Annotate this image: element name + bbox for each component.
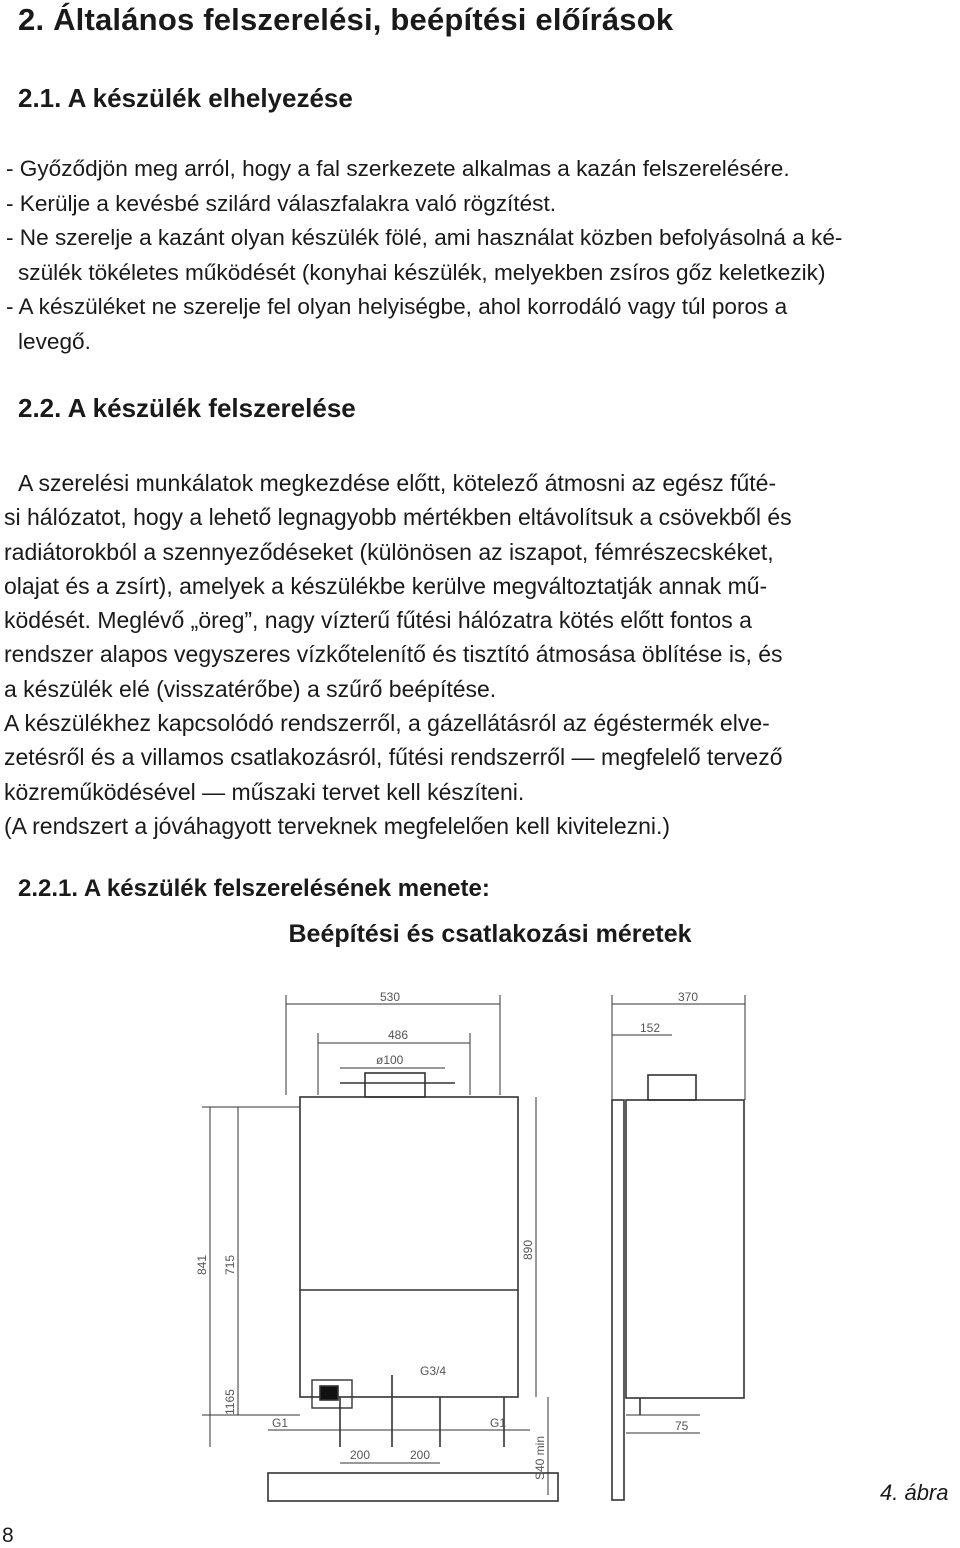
paragraph-line: A készülékhez kapcsolódó rendszerről, a gázellátásról az égéstermék elve- — [4, 710, 770, 737]
rule-line: - Kerülje a kevésbé szilárd válaszfalakra való rögzítést. — [6, 190, 557, 216]
section-title: 2. Általános felszerelési, beépítési előírások — [18, 2, 674, 37]
rule-line: - Ne szerelje a kazánt olyan készülék fölé, ami használat közben befolyásolná a ké- — [6, 225, 843, 250]
dim-span-a: 200 — [350, 1448, 371, 1462]
dimension-labels — [195, 990, 698, 1480]
paragraph-line: (A rendszert a jóváhagyott terveknek megfelelően kell kivitelezni.) — [4, 812, 671, 839]
flue-outlet — [365, 1073, 425, 1097]
dim-inner-width: 486 — [388, 1028, 409, 1042]
floor-base — [268, 1473, 558, 1501]
figure-caption: 4. ábra — [880, 1480, 949, 1505]
subsection-title-placement: 2.1. A készülék elhelyezése — [18, 83, 353, 113]
dim-side-flue: 152 — [640, 1021, 661, 1035]
dim-conn-right: G1 — [490, 1416, 507, 1430]
dim-side-depth: 370 — [678, 990, 699, 1004]
side-view — [548, 995, 745, 1500]
dim-conn-left: G1 — [272, 1416, 289, 1430]
subsection-title-steps: 2.2.1. A készülék felszerelésének menete: — [18, 875, 490, 902]
rule-line: szülék tökéletes működését (konyhai készülék, melyekben zsíros gőz keletkezik) — [18, 259, 826, 285]
dim-side-bottom: 75 — [675, 1419, 689, 1433]
dim-span-b: 200 — [410, 1448, 431, 1462]
dim-height-a: 841 — [195, 1254, 209, 1275]
dim-flue-diameter: ø100 — [376, 1053, 404, 1067]
dim-front-width: 530 — [380, 990, 401, 1004]
placement-rules — [6, 152, 958, 359]
paragraph-line: si hálózatot, hogy a lehető legnagyobb mértékben eltávolítsuk a csövekből és — [4, 504, 792, 531]
boiler-front-body — [300, 1097, 518, 1397]
paragraph-line: ködését. Meglévő „öreg”, nagy vízterű fűtési hálózatra kötés előtt fontos a — [4, 607, 752, 634]
dim-gas: G3/4 — [420, 1364, 447, 1378]
paragraph-line: közreműködésével — műszaki tervet kell készíteni. — [4, 778, 525, 805]
diagram-title: Beépítési és csatlakozási méretek — [288, 920, 692, 948]
rule-line: - A készüléket ne szerelje fel olyan helyiségbe, ahol korrodáló vagy túl poros a — [6, 294, 788, 319]
rule-line: levegő. — [18, 328, 91, 354]
paragraph-line: rendszer alapos vegyszeres vízkőtelenítő és tisztító átmosása öblítése is, és — [4, 641, 783, 668]
dim-height-b: 715 — [223, 1254, 237, 1275]
display-window — [320, 1386, 338, 1400]
paragraph-line: A szerelési munkálatok megkezdése előtt, kötelező átmosni az egész fűté- — [18, 470, 777, 496]
wall — [612, 1100, 624, 1500]
paragraph-line: a készülék elé (visszatérőbe) a szűrő beépítése. — [4, 675, 497, 702]
installation-dimensions-drawing — [0, 975, 960, 1515]
rule-line: - Győződjön meg arról, hogy a fal szerkezete alkalmas a kazán felszerelésére. — [6, 156, 790, 181]
page-number: 8 — [2, 1524, 14, 1547]
subsection-title-installation: 2.2. A készülék felszerelése — [18, 393, 356, 423]
paragraph-line: zetésről és a villamos csatlakozásról, fűtési rendszerről — megfelelő tervező — [4, 744, 783, 771]
side-flue-outlet — [648, 1075, 696, 1100]
paragraph-line: radiátorokból a szennyeződéseket (különösen az iszapot, fémrészecskéket, — [4, 538, 774, 565]
installation-paragraph — [4, 466, 960, 843]
dim-height-c: 890 — [521, 1239, 535, 1260]
paragraph-line: olajat és a zsírt), amelyek a készülékbe kerülve megváltoztatják annak mű- — [4, 572, 768, 599]
boiler-side-body — [626, 1100, 744, 1398]
dim-bottom-a: 1165 — [223, 1389, 237, 1415]
dim-side-floor: S40 min — [533, 1435, 547, 1480]
